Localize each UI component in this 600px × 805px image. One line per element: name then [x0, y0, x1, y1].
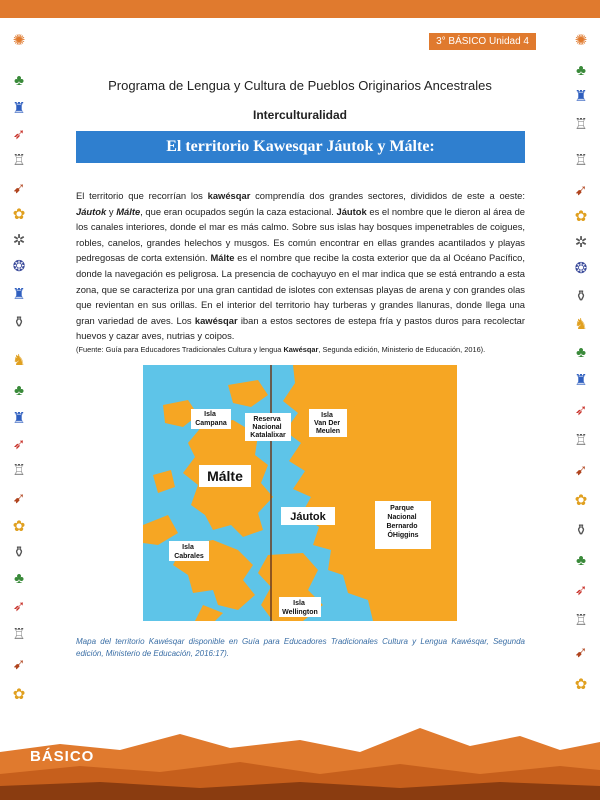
footer-brand-text: BÁSICO — [30, 748, 95, 765]
bird-icon: ➹ — [12, 490, 26, 507]
bird-icon: ➹ — [12, 656, 26, 673]
flower-icon: ✿ — [12, 686, 26, 703]
label-van-der-meulen: Isla Van Der Meulen — [313, 412, 341, 435]
totem-icon: ♖ — [574, 432, 588, 449]
fox-icon: ➶ — [12, 126, 26, 143]
llama-icon: ♞ — [574, 316, 588, 333]
mask-icon: ♜ — [12, 100, 26, 117]
figure-icon: ♣ — [14, 570, 24, 587]
pattern-icon: ✲ — [12, 232, 26, 249]
mask-icon: ♜ — [574, 88, 588, 105]
sun-icon: ✺ — [12, 32, 26, 49]
figure-icon: ♣ — [14, 72, 24, 89]
mask-icon: ♜ — [574, 372, 588, 389]
bird-icon: ➹ — [574, 182, 588, 199]
bird-icon: ➹ — [574, 644, 588, 661]
vessel-icon: ⚱ — [574, 288, 588, 305]
unit-badge: 3° BÁSICO Unidad 4 — [429, 33, 536, 50]
subject-heading: Interculturalidad — [252, 108, 347, 122]
figure-icon: ♣ — [14, 382, 24, 399]
flower-icon: ✿ — [574, 208, 588, 225]
mask-icon: ♜ — [12, 410, 26, 427]
label-parque-ohiggins: Parque Nacional Bernardo ÓHiggins — [386, 505, 419, 539]
totem-icon: ♖ — [12, 626, 26, 643]
fox-icon: ➶ — [12, 436, 26, 453]
pattern-icon: ✲ — [574, 234, 588, 251]
program-title: Programa de Lengua y Cultura de Pueblos Originarios Ancestrales — [108, 78, 492, 93]
totem-icon: ♖ — [574, 152, 588, 169]
label-isla-cabrales: Isla Cabrales — [174, 544, 204, 560]
label-isla-campana: Isla Campana — [195, 411, 227, 427]
flower-icon: ✿ — [12, 206, 26, 223]
map-caption: Mapa del territorio Kawésqar disponible en Guía para Educadores Tradicionales Cultura y Lengua Kawésqar, Segunda edición, Ministerio de Educación, 2016:17). — [76, 637, 525, 658]
mask-icon: ♜ — [12, 286, 26, 303]
totem-icon: ♖ — [574, 116, 588, 133]
figure-icon: ♣ — [576, 62, 586, 79]
wheel-icon: ❂ — [574, 260, 588, 277]
llama-icon: ♞ — [12, 352, 26, 369]
bird-icon: ➹ — [12, 180, 26, 197]
fox-icon: ➶ — [574, 402, 588, 419]
figure-icon: ♣ — [576, 344, 586, 361]
flower-icon: ✿ — [574, 676, 588, 693]
label-reserva-katalalixar: Reserva Nacional Katalalixar — [250, 416, 286, 439]
territory-map — [143, 365, 457, 621]
vessel-icon: ⚱ — [12, 314, 26, 331]
source-citation: (Fuente: Guía para Educadores Tradicionales Cultura y lengua Kawésqar, Segunda edición, Ministerio de Educación, 2016). — [76, 345, 486, 354]
flower-icon: ✿ — [574, 492, 588, 509]
top-accent-bar — [0, 0, 600, 18]
fox-icon: ➶ — [12, 598, 26, 615]
left-decorative-border — [4, 30, 34, 720]
fox-icon: ➶ — [574, 582, 588, 599]
sun-icon: ✺ — [574, 32, 588, 49]
label-isla-wellington: Isla Wellington — [282, 600, 318, 616]
wheel-icon: ❂ — [12, 258, 26, 275]
map-graphic — [143, 365, 457, 621]
body-paragraph: El territorio que recorrían los kawésqar comprendía dos grandes sectores, divididos de este a oeste: Jáutok y Málte, que eran ocupados según la caza estacional. Jáutok es el nombre que le dieron al área de los canales interiores, donde el mar es más calmo. Sobre sus islas hay bosques impenetrables de coigues, robles, canelos, grandes helechos y musgos. Es común encontrar en ellas grandes acantilados y playas pedregosas de corta extensión. Málte es el nombre que recibe la costa exterior que da al Océano Pacífico, donde la navegación es peligrosa. La presencia de cochayuyo en el mar indica que se está entrando a esta zona, que se caracteriza por una gran cantidad de islotes con extensas playas de arena y con grandes olas que revientan en sus orillas. En el interior del territorio hay turberas y grandes llanuras, donde llega una gran variedad de aves. Los kawésqar iban a estos sectores de estepa fría y pastos duros para recolectar huevos y cazar aves, nutrias y coipos. — [76, 190, 526, 342]
totem-icon: ♖ — [12, 462, 26, 479]
vessel-icon: ⚱ — [12, 544, 26, 561]
right-decorative-border — [566, 30, 596, 720]
label-malte: Málte — [207, 468, 243, 484]
bird-icon: ➹ — [574, 462, 588, 479]
vessel-icon: ⚱ — [574, 522, 588, 539]
totem-icon: ♖ — [12, 152, 26, 169]
totem-icon: ♖ — [574, 612, 588, 629]
flower-icon: ✿ — [12, 518, 26, 535]
main-title: El territorio Kawesqar Jáutok y Málte: — [76, 131, 525, 163]
label-jautok: Jáutok — [290, 511, 326, 523]
figure-icon: ♣ — [576, 552, 586, 569]
